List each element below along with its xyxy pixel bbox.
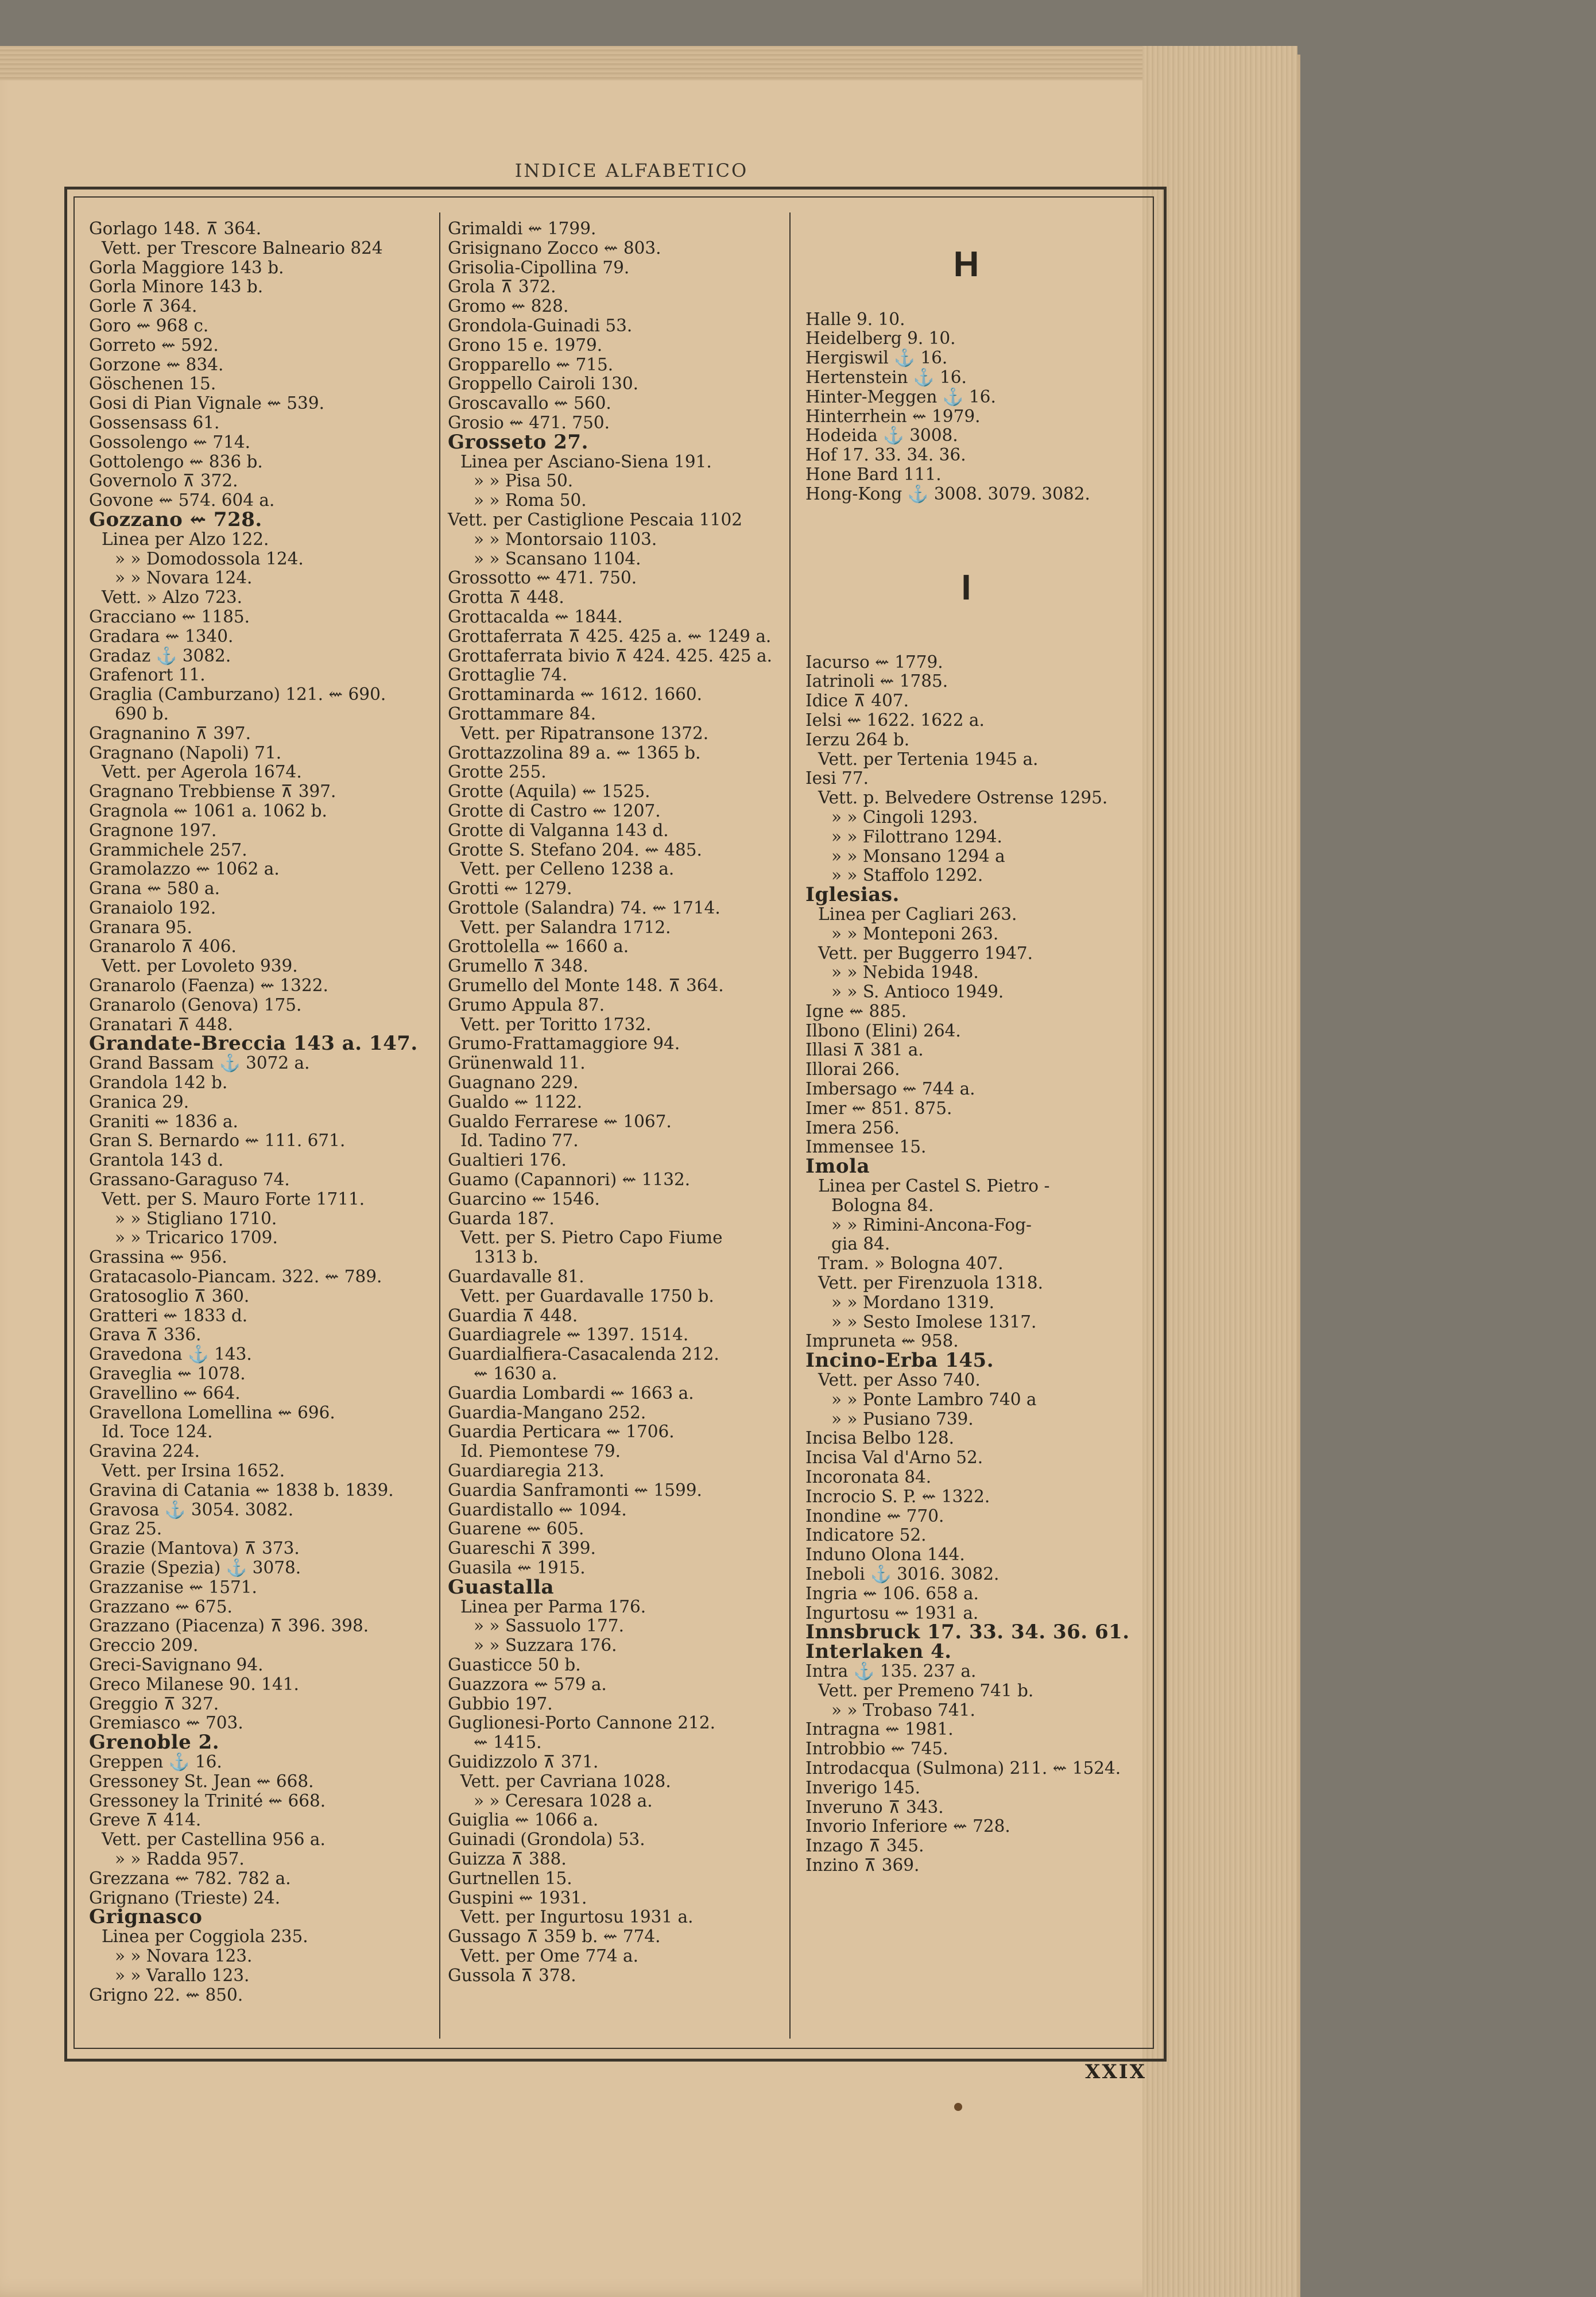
index-entry: Grassina ⇜ 956. bbox=[89, 1247, 227, 1267]
index-entry: Grottaminarda ⇜ 1612. 1660. bbox=[448, 685, 703, 705]
index-entry: Grantola 143 d. bbox=[89, 1150, 224, 1170]
index-entry: Govone ⇜ 574. 604 a. bbox=[89, 490, 275, 511]
index-column-1 bbox=[89, 219, 416, 2005]
index-entry: Indicatore 52. bbox=[805, 1525, 927, 1545]
index-entry: Ingurtosu ⇜ 1931 a. bbox=[805, 1603, 979, 1623]
index-entry: Grazzano (Piacenza) ⊼ 396. 398. bbox=[89, 1616, 369, 1636]
index-entry: Granarolo ⊼ 406. bbox=[89, 937, 237, 957]
index-entry: Hodeida ⚓ 3008. bbox=[805, 426, 958, 446]
spacer bbox=[805, 614, 1133, 633]
index-entry: Guarene ⇜ 605. bbox=[448, 1519, 584, 1539]
index-entry: Intragna ⇜ 1981. bbox=[805, 1719, 954, 1739]
index-entry: Introbbio ⇜ 745. bbox=[805, 1739, 948, 1759]
index-entry: Tram. » Bologna 407. bbox=[818, 1254, 1004, 1274]
index-entry: Guardia ⊼ 448. bbox=[448, 1305, 578, 1325]
index-entry: ⇜ 1630 a. bbox=[474, 1364, 557, 1384]
index-entry: Imera 256. bbox=[805, 1117, 900, 1138]
index-entry: Grola ⊼ 372. bbox=[448, 277, 556, 297]
index-entry: Guareschi ⊼ 399. bbox=[448, 1538, 596, 1559]
index-entry: Grafenort 11. bbox=[89, 665, 206, 685]
index-entry: Guardia Perticara ⇜ 1706. bbox=[448, 1422, 675, 1442]
index-entry: 1313 b. bbox=[474, 1247, 539, 1267]
index-entry: Bologna 84. bbox=[831, 1195, 934, 1215]
index-entry: Guarda 187. bbox=[448, 1208, 555, 1228]
index-column-2 bbox=[448, 219, 775, 1986]
index-entry: Grosio ⇜ 471. 750. bbox=[448, 412, 610, 432]
index-entry: Vett. per Buggerro 1947. bbox=[818, 943, 1033, 963]
index-entry: » » Sassuolo 177. bbox=[474, 1616, 624, 1636]
index-entry: » » Pisa 50. bbox=[474, 471, 574, 491]
index-entry: » » Rimini-Ancona-Fog- bbox=[831, 1215, 1032, 1235]
index-entry: Grotte 255. bbox=[448, 762, 547, 782]
index-entry: Gromo ⇜ 828. bbox=[448, 296, 569, 316]
index-entry: Vett. per Castiglione Pescaia 1102 bbox=[448, 509, 742, 529]
index-entry: Ilbono (Elini) 264. bbox=[805, 1020, 961, 1041]
index-entry: Grottaferrata bivio ⊼ 424. 425. 425 a. bbox=[448, 645, 773, 666]
index-entry: Grottaglie 74. bbox=[448, 665, 568, 685]
index-entry: Grottazzolina 89 a. ⇜ 1365 b. bbox=[448, 743, 701, 763]
index-entry: Immensee 15. bbox=[805, 1137, 927, 1157]
index-entry: Id. Tadino 77. bbox=[460, 1131, 579, 1151]
index-entry: Gragnano Trebbiense ⊼ 397. bbox=[89, 782, 336, 802]
index-entry: Grammichele 257. bbox=[89, 840, 247, 860]
index-entry: Guizza ⊼ 388. bbox=[448, 1849, 567, 1869]
index-entry: Gualtieri 176. bbox=[448, 1150, 567, 1170]
index-entry: Inzino ⊼ 369. bbox=[805, 1855, 920, 1875]
index-entry: Guiglia ⇜ 1066 a. bbox=[448, 1810, 599, 1830]
index-entry: Grottole (Salandra) 74. ⇜ 1714. bbox=[448, 898, 720, 918]
spacer bbox=[805, 219, 1133, 239]
index-entry: Granarolo (Faenza) ⇜ 1322. bbox=[89, 976, 328, 996]
index-entry: Introdacqua (Sulmona) 211. ⇜ 1524. bbox=[805, 1758, 1121, 1778]
index-entry: Greve ⊼ 414. bbox=[89, 1810, 202, 1830]
index-entry: Linea per Cagliari 263. bbox=[818, 904, 1017, 924]
index-entry: Governolo ⊼ 372. bbox=[89, 471, 238, 491]
index-entry: Granica 29. bbox=[89, 1092, 189, 1112]
index-entry: Greppen ⚓ 16. bbox=[89, 1751, 222, 1772]
index-heading: Iglesias. bbox=[805, 883, 900, 907]
index-entry: Vett. per Cavriana 1028. bbox=[460, 1771, 671, 1791]
index-entry: » » Novara 124. bbox=[115, 568, 253, 588]
index-entry: Hinterrhein ⇜ 1979. bbox=[805, 406, 981, 426]
index-entry: Gradara ⇜ 1340. bbox=[89, 626, 234, 646]
index-entry: Granarolo (Genova) 175. bbox=[89, 995, 302, 1015]
index-entry: Id. Toce 124. bbox=[102, 1422, 213, 1442]
index-entry: Groscavallo ⇜ 560. bbox=[448, 393, 611, 413]
index-entry: » » Nebida 1948. bbox=[831, 962, 979, 983]
index-entry: Vett. per Trescore Balneario 824 bbox=[102, 238, 383, 258]
index-entry: Gussago ⊼ 359 b. ⇜ 774. bbox=[448, 1927, 661, 1947]
index-entry: Grotte (Aquila) ⇜ 1525. bbox=[448, 782, 650, 802]
index-entry: ⇜ 1415. bbox=[474, 1733, 542, 1753]
index-entry: Greccio 209. bbox=[89, 1635, 199, 1656]
index-entry: Guarcino ⇜ 1546. bbox=[448, 1189, 600, 1209]
index-entry: Vett. per Celleno 1238 a. bbox=[460, 859, 675, 879]
index-entry: Incisa Val d'Arno 52. bbox=[805, 1448, 983, 1468]
index-entry: Gran S. Bernardo ⇜ 111. 671. bbox=[89, 1131, 346, 1151]
index-entry: Heidelberg 9. 10. bbox=[805, 328, 956, 349]
index-entry: Hergiswil ⚓ 16. bbox=[805, 348, 948, 368]
index-entry: Gualdo ⇜ 1122. bbox=[448, 1092, 583, 1112]
index-entry: Grand Bassam ⚓ 3072 a. bbox=[89, 1053, 310, 1073]
index-entry: Grumo-Frattamaggiore 94. bbox=[448, 1034, 680, 1054]
index-entry: Hinter-Meggen ⚓ 16. bbox=[805, 386, 996, 407]
index-heading: Grignasco bbox=[89, 1905, 203, 1929]
index-entry: Grisolia-Cipollina 79. bbox=[448, 257, 630, 277]
index-entry: Vett. per Guardavalle 1750 b. bbox=[460, 1286, 714, 1306]
index-entry: Gussola ⊼ 378. bbox=[448, 1965, 576, 1985]
index-entry: Iacurso ⇜ 1779. bbox=[805, 652, 943, 672]
index-entry: Grassano-Garaguso 74. bbox=[89, 1170, 290, 1190]
index-heading: Innsbruck 17. 33. 34. 36. 61. bbox=[805, 1621, 1130, 1644]
index-entry: Grotti ⇜ 1279. bbox=[448, 879, 572, 899]
index-entry: Inondine ⇜ 770. bbox=[805, 1506, 944, 1526]
index-entry: » » Ponte Lambro 740 a bbox=[831, 1389, 1037, 1409]
index-entry: Gorle ⊼ 364. bbox=[89, 296, 197, 316]
index-entry: Gratteri ⇜ 1833 d. bbox=[89, 1305, 248, 1325]
index-entry: Guasila ⇜ 1915. bbox=[448, 1557, 586, 1577]
section-letter: H bbox=[953, 244, 979, 284]
index-entry: Gragnola ⇜ 1061 a. 1062 b. bbox=[89, 801, 327, 821]
index-entry: Ineboli ⚓ 3016. 3082. bbox=[805, 1564, 1000, 1584]
index-entry: Linea per Parma 176. bbox=[460, 1596, 646, 1617]
index-entry: Göschenen 15. bbox=[89, 374, 216, 394]
index-entry: Grono 15 e. 1979. bbox=[448, 335, 603, 355]
index-entry: Igne ⇜ 885. bbox=[805, 1001, 907, 1021]
index-entry: Guidizzolo ⊼ 371. bbox=[448, 1751, 599, 1772]
index-entry: Ingria ⇜ 106. 658 a. bbox=[805, 1583, 979, 1603]
index-entry: Grigno 22. ⇜ 850. bbox=[89, 1985, 243, 2005]
index-entry: » » Monteponi 263. bbox=[831, 923, 999, 943]
index-heading: Grosseto 27. bbox=[448, 430, 588, 454]
index-entry: Vett. per Lovoleto 939. bbox=[102, 956, 298, 976]
index-entry: » » Staffolo 1292. bbox=[831, 865, 983, 885]
index-entry: Guardiaregia 213. bbox=[448, 1461, 605, 1480]
index-entry: Gosi di Pian Vignale ⇜ 539. bbox=[89, 393, 324, 413]
index-entry: Gressoney St. Jean ⇜ 668. bbox=[89, 1771, 314, 1791]
index-entry: Vett. per Toritto 1732. bbox=[460, 1014, 652, 1034]
index-entry: Grezzana ⇜ 782. 782 a. bbox=[89, 1868, 291, 1888]
index-entry: Hong-Kong ⚓ 3008. 3079. 3082. bbox=[805, 484, 1090, 504]
index-entry: » » Sesto Imolese 1317. bbox=[831, 1312, 1037, 1332]
index-heading: Imola bbox=[805, 1155, 870, 1178]
index-entry: Iatrinoli ⇜ 1785. bbox=[805, 671, 948, 691]
index-entry: Grottacalda ⇜ 1844. bbox=[448, 606, 623, 627]
index-entry: Gravosa ⚓ 3054. 3082. bbox=[89, 1499, 294, 1519]
index-entry: Halle 9. 10. bbox=[805, 309, 905, 329]
index-entry: Grisignano Zocco ⇜ 803. bbox=[448, 238, 661, 258]
index-entry: Graveglia ⇜ 1078. bbox=[89, 1364, 246, 1384]
index-entry: Gravellona Lomellina ⇜ 696. bbox=[89, 1402, 335, 1422]
index-entry: » » Radda 957. bbox=[115, 1849, 245, 1869]
spacer bbox=[805, 523, 1133, 543]
index-entry: Guasticce 50 b. bbox=[448, 1654, 581, 1675]
index-entry: Vett. per Salandra 1712. bbox=[460, 917, 671, 937]
index-entry: Grotte S. Stefano 204. ⇜ 485. bbox=[448, 840, 702, 860]
index-entry: Gragnone 197. bbox=[89, 820, 217, 840]
index-entry: Gorzone ⇜ 834. bbox=[89, 354, 224, 374]
index-entry: Greci-Savignano 94. bbox=[89, 1654, 264, 1675]
index-entry: Grumo Appula 87. bbox=[448, 995, 605, 1015]
index-entry: Grumello ⊼ 348. bbox=[448, 956, 588, 976]
index-entry: Hof 17. 33. 34. 36. bbox=[805, 445, 966, 465]
index-entry: Incisa Belbo 128. bbox=[805, 1428, 954, 1448]
index-entry: Vett. per Asso 740. bbox=[818, 1370, 981, 1390]
index-entry: Gragnano (Napoli) 71. bbox=[89, 743, 282, 763]
index-entry: Gravellino ⇜ 664. bbox=[89, 1383, 241, 1403]
index-entry: Grazzanise ⇜ 1571. bbox=[89, 1577, 257, 1597]
index-entry: Gottolengo ⇜ 836 b. bbox=[89, 451, 263, 471]
index-entry: Gravedona ⚓ 143. bbox=[89, 1344, 252, 1364]
index-entry: Goro ⇜ 968 c. bbox=[89, 315, 209, 335]
index-entry: » » Trobaso 741. bbox=[831, 1700, 975, 1720]
index-entry: Gratosoglio ⊼ 360. bbox=[89, 1286, 250, 1306]
index-entry: Guardistallo ⇜ 1094. bbox=[448, 1499, 627, 1519]
index-entry: Gurtnellen 15. bbox=[448, 1868, 572, 1888]
index-column-3 bbox=[805, 219, 1133, 1876]
index-entry: Gressoney la Trinité ⇜ 668. bbox=[89, 1791, 326, 1811]
index-entry: Vett. per Agerola 1674. bbox=[102, 762, 302, 782]
index-entry: Guagnano 229. bbox=[448, 1073, 579, 1093]
index-entry: Vett. per Ripatransone 1372. bbox=[460, 723, 709, 743]
index-entry: Vett. per Irsina 1652. bbox=[102, 1461, 285, 1480]
index-heading: Grenoble 2. bbox=[89, 1731, 220, 1754]
index-entry: Gremiasco ⇜ 703. bbox=[89, 1713, 243, 1733]
index-entry: Vett. per Tertenia 1945 a. bbox=[818, 749, 1039, 769]
index-entry: » » Montorsaio 1103. bbox=[474, 529, 657, 549]
index-entry: » » Mordano 1319. bbox=[831, 1292, 994, 1312]
index-entry: » » Monsano 1294 a bbox=[831, 846, 1005, 866]
page-number: XXIX bbox=[1085, 2060, 1147, 2083]
index-entry: Gossensass 61. bbox=[89, 412, 220, 432]
index-entry: Granara 95. bbox=[89, 917, 192, 937]
index-heading: Guastalla bbox=[448, 1575, 555, 1599]
index-heading: Interlaken 4. bbox=[805, 1640, 952, 1664]
index-entry: Vett. » Alzo 723. bbox=[102, 587, 243, 608]
index-entry: Gossolengo ⇜ 714. bbox=[89, 432, 251, 452]
index-entry: Id. Piemontese 79. bbox=[460, 1441, 621, 1461]
index-entry: Impruneta ⇜ 958. bbox=[805, 1331, 959, 1351]
index-entry: Guardia Sanframonti ⇜ 1599. bbox=[448, 1480, 702, 1500]
index-entry: » » Cingoli 1293. bbox=[831, 807, 978, 827]
index-entry: Graz 25. bbox=[89, 1519, 162, 1539]
index-entry: Grotte di Valganna 143 d. bbox=[448, 820, 669, 840]
index-heading: Incino-Erba 145. bbox=[805, 1349, 994, 1372]
index-entry: Vett. per Ingurtosu 1931 a. bbox=[460, 1907, 694, 1927]
spacer bbox=[805, 543, 1133, 562]
index-entry: Vett. per S. Mauro Forte 1711. bbox=[102, 1189, 365, 1209]
index-entry: Guazzora ⇜ 579 a. bbox=[448, 1674, 607, 1694]
index-entry: Incoronata 84. bbox=[805, 1467, 932, 1487]
index-entry: Hertenstein ⚓ 16. bbox=[805, 367, 967, 387]
index-entry: Idice ⊼ 407. bbox=[805, 691, 909, 711]
index-entry: Gropparello ⇜ 715. bbox=[448, 354, 614, 374]
index-entry: Ielsi ⇜ 1622. 1622 a. bbox=[805, 710, 985, 730]
index-entry: » » Ceresara 1028 a. bbox=[474, 1791, 653, 1811]
index-entry: Guglionesi-Porto Cannone 212. bbox=[448, 1713, 716, 1733]
index-entry: Gubbio 197. bbox=[448, 1693, 553, 1714]
index-entry: Guardialfiera-Casacalenda 212. bbox=[448, 1344, 719, 1364]
index-entry: Linea per Alzo 122. bbox=[102, 529, 269, 549]
index-entry: Graniti ⇜ 1836 a. bbox=[89, 1111, 238, 1131]
index-entry: Guardia Lombardi ⇜ 1663 a. bbox=[448, 1383, 694, 1403]
index-entry: Greco Milanese 90. 141. bbox=[89, 1674, 299, 1694]
section-letter: I bbox=[961, 567, 971, 608]
index-entry: Linea per Coggiola 235. bbox=[102, 1927, 308, 1947]
index-entry: Grossotto ⇜ 471. 750. bbox=[448, 568, 637, 588]
index-entry: gia 84. bbox=[831, 1234, 890, 1254]
index-entry: Iesi 77. bbox=[805, 768, 869, 788]
index-entry: Grazie (Spezia) ⚓ 3078. bbox=[89, 1557, 301, 1577]
index-entry: » » Novara 123. bbox=[115, 1946, 253, 1966]
index-entry: Grumello del Monte 148. ⊼ 364. bbox=[448, 976, 724, 996]
index-entry: Greggio ⊼ 327. bbox=[89, 1693, 219, 1714]
index-entry: Grotta ⊼ 448. bbox=[448, 587, 564, 608]
index-entry: Inverigo 145. bbox=[805, 1777, 921, 1797]
index-entry: Vett. p. Belvedere Ostrense 1295. bbox=[818, 788, 1108, 808]
index-entry: Gradaz ⚓ 3082. bbox=[89, 645, 231, 666]
index-entry: Gorla Maggiore 143 b. bbox=[89, 257, 284, 277]
index-entry: Linea per Asciano-Siena 191. bbox=[460, 451, 712, 471]
index-entry: Granatari ⊼ 448. bbox=[89, 1014, 233, 1034]
index-entry: Guardiagrele ⇜ 1397. 1514. bbox=[448, 1325, 689, 1345]
index-entry: Ierzu 264 b. bbox=[805, 729, 910, 749]
index-entry: Gragnanino ⊼ 397. bbox=[89, 723, 251, 743]
index-entry: » » Varallo 123. bbox=[115, 1965, 250, 1985]
index-entry: » » Domodossola 124. bbox=[115, 548, 304, 569]
index-heading: Gozzano ⇜ 728. bbox=[89, 508, 262, 531]
index-entry: Vett. per S. Pietro Capo Fiume bbox=[460, 1228, 723, 1248]
index-entry: Linea per Castel S. Pietro - bbox=[818, 1176, 1050, 1196]
index-entry: Grottammare 84. bbox=[448, 703, 596, 724]
index-entry: Illorai 266. bbox=[805, 1059, 900, 1080]
index-entry: Imbersago ⇜ 744 a. bbox=[805, 1079, 975, 1099]
index-entry: Vett. per Ome 774 a. bbox=[460, 1946, 638, 1966]
index-entry: Grana ⇜ 580 a. bbox=[89, 879, 220, 899]
index-entry: Gratacasolo-Piancam. 322. ⇜ 789. bbox=[89, 1267, 382, 1287]
index-entry: Grazie (Mantova) ⊼ 373. bbox=[89, 1538, 300, 1559]
index-entry: Grava ⊼ 336. bbox=[89, 1325, 202, 1345]
index-entry: Grignano (Trieste) 24. bbox=[89, 1888, 281, 1908]
index-entry: Gorreto ⇜ 592. bbox=[89, 335, 219, 355]
index-entry: » » Scansano 1104. bbox=[474, 548, 641, 569]
index-entry: Vett. per Castellina 956 a. bbox=[102, 1830, 326, 1850]
index-entry: » » S. Antioco 1949. bbox=[831, 982, 1004, 1002]
index-entry: 690 b. bbox=[115, 703, 169, 724]
index-entry: Gualdo Ferrarese ⇜ 1067. bbox=[448, 1111, 672, 1131]
index-entry: » » Pusiano 739. bbox=[831, 1409, 974, 1429]
index-entry: » » Suzzara 176. bbox=[474, 1635, 617, 1656]
index-entry: Grünenwald 11. bbox=[448, 1053, 586, 1073]
index-entry: Illasi ⊼ 381 a. bbox=[805, 1040, 924, 1060]
index-entry: Gramolazzo ⇜ 1062 a. bbox=[89, 859, 280, 879]
index-entry: Grotte di Castro ⇜ 1207. bbox=[448, 801, 661, 821]
index-entry: » » Stigliano 1710. bbox=[115, 1208, 277, 1228]
index-entry: » » Roma 50. bbox=[474, 490, 587, 511]
index-entry: Gorla Minore 143 b. bbox=[89, 277, 264, 297]
index-entry: Grazzano ⇜ 675. bbox=[89, 1596, 233, 1617]
index-entry: Intra ⚓ 135. 237 a. bbox=[805, 1661, 977, 1681]
index-entry: Graglia (Camburzano) 121. ⇜ 690. bbox=[89, 685, 386, 705]
spacer bbox=[805, 291, 1133, 310]
index-entry: Grottolella ⇜ 1660 a. bbox=[448, 937, 629, 957]
index-entry: Gravina di Catania ⇜ 1838 b. 1839. bbox=[89, 1480, 394, 1500]
index-entry: Inveruno ⊼ 343. bbox=[805, 1797, 944, 1817]
index-entry: Guinadi (Grondola) 53. bbox=[448, 1830, 645, 1850]
index-entry: Grondola-Guinadi 53. bbox=[448, 315, 633, 335]
running-head: INDICE ALFABETICO bbox=[514, 160, 749, 181]
index-entry: Groppello Cairoli 130. bbox=[448, 374, 639, 394]
index-entry: Guamo (Capannori) ⇜ 1132. bbox=[448, 1170, 691, 1190]
index-entry: Gracciano ⇜ 1185. bbox=[89, 606, 250, 627]
index-entry: » » Filottrano 1294. bbox=[831, 826, 1002, 846]
index-entry: Vett. per Firenzuola 1318. bbox=[818, 1273, 1043, 1293]
index-entry: Guspini ⇜ 1931. bbox=[448, 1888, 587, 1908]
index-entry: Grandola 142 b. bbox=[89, 1073, 228, 1093]
spacer bbox=[805, 504, 1133, 524]
index-entry: Grottaferrata ⊼ 425. 425 a. ⇜ 1249 a. bbox=[448, 626, 772, 646]
index-entry: Induno Olona 144. bbox=[805, 1545, 965, 1565]
index-entry: » » Tricarico 1709. bbox=[115, 1228, 278, 1248]
index-heading: Grandate-Breccia 143 a. 147. bbox=[89, 1032, 418, 1055]
index-entry: Gorlago 148. ⊼ 364. bbox=[89, 219, 262, 238]
index-entry: Granaiolo 192. bbox=[89, 898, 216, 918]
index-entry: Imer ⇜ 851. 875. bbox=[805, 1098, 952, 1118]
index-entry: Guardavalle 81. bbox=[448, 1267, 584, 1287]
index-entry: Hone Bard 111. bbox=[805, 464, 942, 484]
index-entry: Guardia-Mangano 252. bbox=[448, 1402, 646, 1422]
page-top-edge bbox=[0, 46, 1280, 80]
index-entry: Gravina 224. bbox=[89, 1441, 200, 1461]
index-entry: Inzago ⊼ 345. bbox=[805, 1836, 924, 1856]
column-rule-1 bbox=[439, 212, 440, 2039]
index-entry: Grimaldi ⇜ 1799. bbox=[448, 219, 596, 238]
column-rule-2 bbox=[789, 212, 791, 2039]
index-entry: Vett. per Premeno 741 b. bbox=[818, 1680, 1034, 1700]
ink-spot bbox=[954, 2103, 962, 2111]
index-entry: Incrocio S. P. ⇜ 1322. bbox=[805, 1486, 990, 1506]
index-entry: Invorio Inferiore ⇜ 728. bbox=[805, 1816, 1010, 1836]
spacer bbox=[805, 633, 1133, 653]
